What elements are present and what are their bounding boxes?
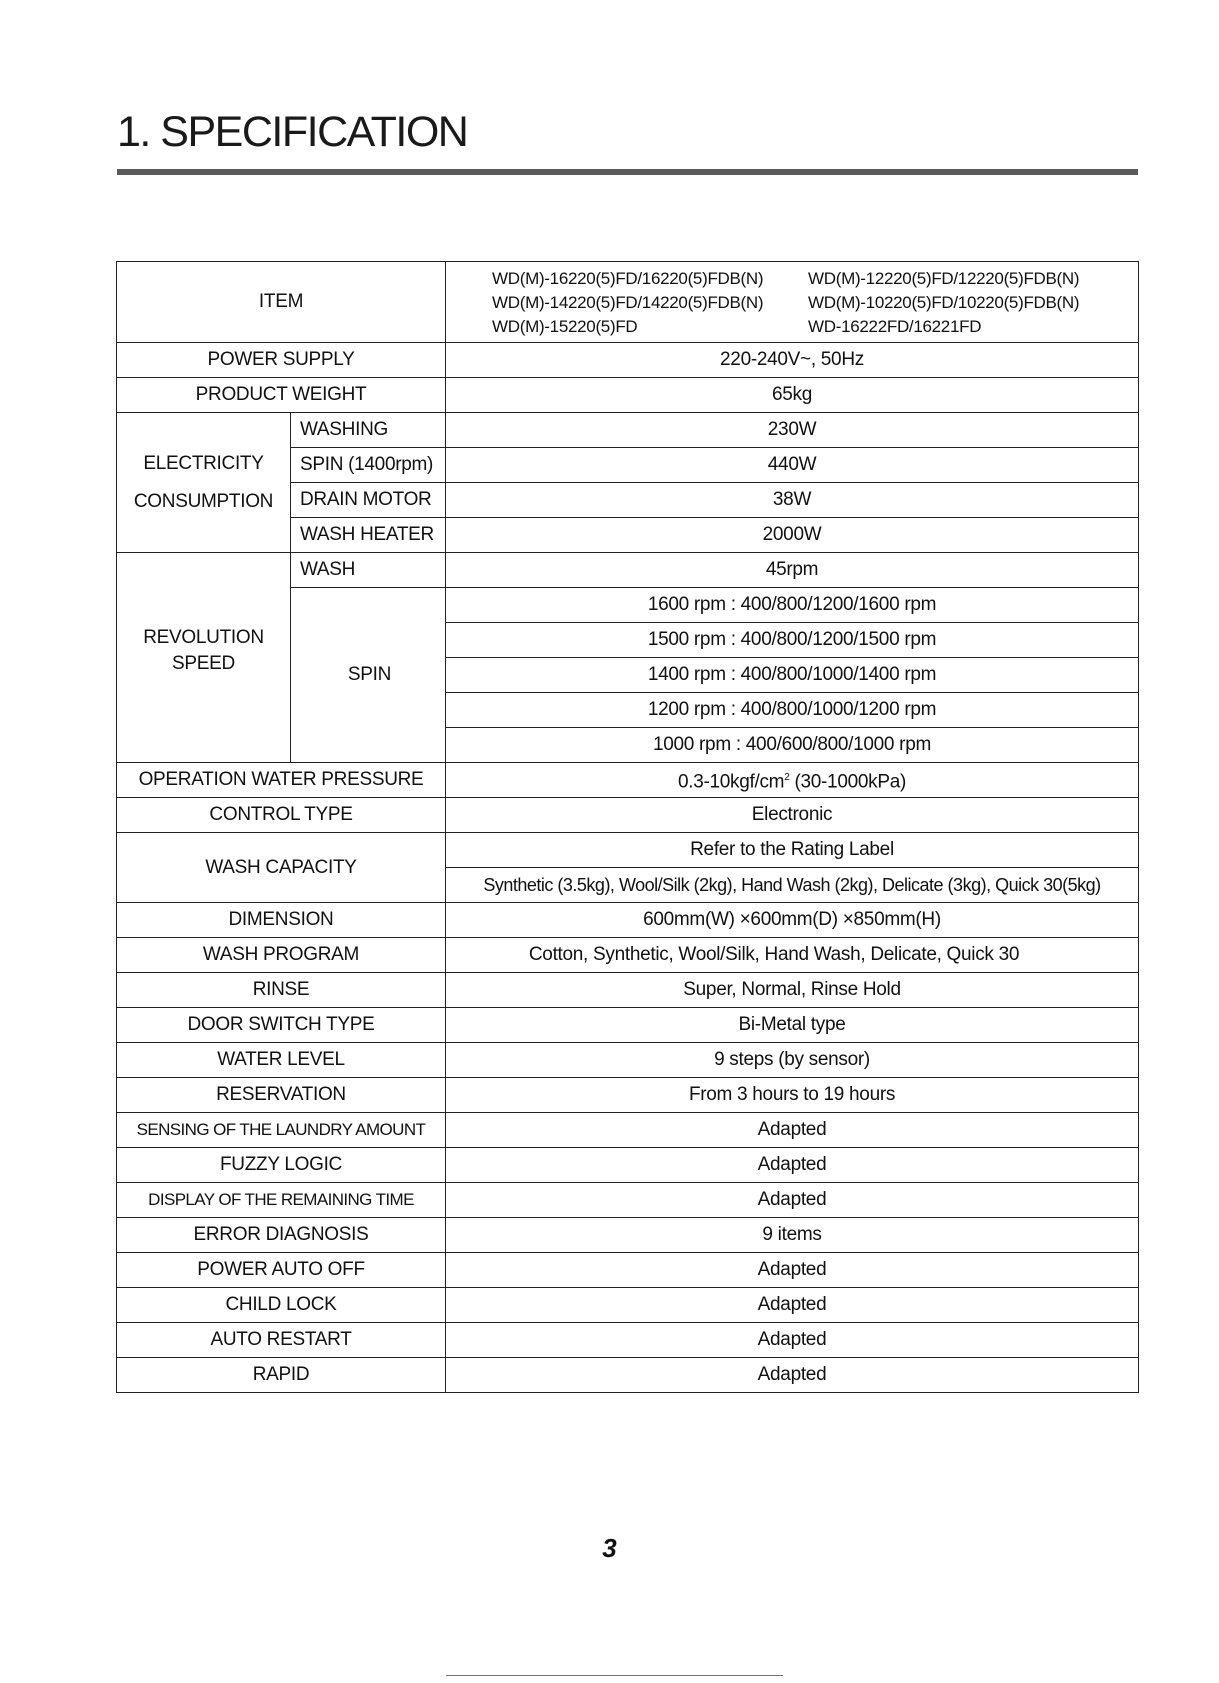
row-value: 9 items — [446, 1218, 1139, 1253]
table-row — [117, 973, 1139, 1008]
electricity-group-label — [117, 413, 291, 553]
table-row — [117, 1043, 1139, 1078]
row-label: RAPID — [117, 1358, 446, 1393]
row-label: AUTO RESTART — [117, 1323, 446, 1358]
model-name: WD(M)-12220(5)FD/12220(5)FDB(N) — [808, 268, 1080, 288]
model-name: WD(M)-16220(5)FD/16220(5)FDB(N) — [492, 268, 764, 288]
row-sublabel: SPIN (1400rpm) — [291, 448, 446, 483]
model-name: WD(M)-14220(5)FD/14220(5)FDB(N) — [492, 292, 764, 312]
table-row — [117, 378, 1139, 413]
table-row — [117, 1288, 1139, 1323]
row-sublabel: WASH — [291, 553, 446, 588]
table-row — [117, 1113, 1139, 1148]
row-value: 2000W — [446, 518, 1139, 553]
row-label: SENSING OF THE LAUNDRY AMOUNT — [117, 1113, 446, 1148]
table-row — [117, 763, 1139, 798]
table-row — [117, 413, 1139, 448]
row-value: 1500 rpm : 400/800/1200/1500 rpm — [446, 623, 1139, 658]
row-label: PRODUCT WEIGHT — [117, 378, 446, 413]
row-value: Refer to the Rating Label — [446, 833, 1139, 868]
table-row — [117, 1183, 1139, 1218]
row-sublabel: DRAIN MOTOR — [291, 483, 446, 518]
row-value: Adapted — [446, 1183, 1139, 1218]
row-value: 1400 rpm : 400/800/1000/1400 rpm — [446, 658, 1139, 693]
row-label: DISPLAY OF THE REMAINING TIME — [117, 1183, 446, 1218]
row-value: 65kg — [446, 378, 1139, 413]
row-value: Synthetic (3.5kg), Wool/Silk (2kg), Hand Wash (2kg), Delicate (3kg), Quick 30(5kg) — [446, 868, 1139, 903]
row-label: CONTROL TYPE — [117, 798, 446, 833]
model-name: WD(M)-10220(5)FD/10220(5)FDB(N) — [808, 292, 1080, 312]
row-sublabel: SPIN — [291, 588, 446, 763]
table-row — [117, 1218, 1139, 1253]
row-label: RESERVATION — [117, 1078, 446, 1113]
model-name: WD-16222FD/16221FD — [808, 316, 982, 336]
table-row — [117, 903, 1139, 938]
row-value: 220-240V~, 50Hz — [446, 343, 1139, 378]
item-header: ITEM — [117, 262, 446, 343]
row-label: OPERATION WATER PRESSURE — [117, 763, 446, 798]
row-value: Cotton, Synthetic, Wool/Silk, Hand Wash, Delicate, Quick 30 — [446, 938, 1139, 973]
row-value: Bi-Metal type — [446, 1008, 1139, 1043]
specification-table — [116, 261, 1139, 1393]
row-value: 1600 rpm : 400/800/1200/1600 rpm — [446, 588, 1139, 623]
row-label: DOOR SWITCH TYPE — [117, 1008, 446, 1043]
row-value: Adapted — [446, 1358, 1139, 1393]
table-row — [117, 1148, 1139, 1183]
table-header-row — [117, 262, 1139, 343]
row-value: Super, Normal, Rinse Hold — [446, 973, 1139, 1008]
row-value: 600mm(W) ×600mm(D) ×850mm(H) — [446, 903, 1139, 938]
group-label-line: SPEED — [172, 652, 235, 674]
footer-link-line — [446, 1675, 783, 1676]
row-value: Adapted — [446, 1253, 1139, 1288]
revolution-group-label — [117, 553, 291, 763]
table-row — [117, 1323, 1139, 1358]
models-header — [446, 262, 1139, 343]
row-label: WASH PROGRAM — [117, 938, 446, 973]
row-label: POWER SUPPLY — [117, 343, 446, 378]
row-value: Adapted — [446, 1148, 1139, 1183]
row-label: FUZZY LOGIC — [117, 1148, 446, 1183]
model-list — [492, 267, 1134, 338]
title-divider — [117, 169, 1138, 175]
row-value: 1000 rpm : 400/600/800/1000 rpm — [446, 728, 1139, 763]
table-row — [117, 1358, 1139, 1393]
group-label-line: CONSUMPTION — [133, 490, 274, 512]
row-value: Electronic — [446, 798, 1139, 833]
row-value: Adapted — [446, 1113, 1139, 1148]
row-value: 38W — [446, 483, 1139, 518]
row-label: POWER AUTO OFF — [117, 1253, 446, 1288]
row-sublabel: WASHING — [291, 413, 446, 448]
group-label-line: ELECTRICITY — [143, 452, 264, 474]
row-label: DIMENSION — [117, 903, 446, 938]
row-value: $0.3-10kgf/cm^2$ (30-1000kPa) — [446, 763, 1139, 798]
row-value: 440W — [446, 448, 1139, 483]
row-label: RINSE — [117, 973, 446, 1008]
page-number: 3 — [602, 1533, 617, 1563]
row-value: From 3 hours to 19 hours — [446, 1078, 1139, 1113]
row-value: Adapted — [446, 1323, 1139, 1358]
table-row — [117, 553, 1139, 588]
row-label: WATER LEVEL — [117, 1043, 446, 1078]
row-label: WASH CAPACITY — [117, 833, 446, 903]
table-row — [117, 1008, 1139, 1043]
table-row — [117, 938, 1139, 973]
row-value: 230W — [446, 413, 1139, 448]
page-title: 1. SPECIFICATION — [117, 108, 468, 156]
row-value: 9 steps (by sensor) — [446, 1043, 1139, 1078]
table-row — [117, 833, 1139, 868]
row-sublabel: WASH HEATER — [291, 518, 446, 553]
row-value: 45rpm — [446, 553, 1139, 588]
row-value: Adapted — [446, 1288, 1139, 1323]
model-name: WD(M)-15220(5)FD — [492, 316, 638, 336]
table-row — [117, 798, 1139, 833]
table-row — [117, 1078, 1139, 1113]
group-label-line: REVOLUTION — [143, 626, 264, 648]
table-row — [117, 343, 1139, 378]
row-value: 1200 rpm : 400/800/1000/1200 rpm — [446, 693, 1139, 728]
row-label: CHILD LOCK — [117, 1288, 446, 1323]
row-label: ERROR DIAGNOSIS — [117, 1218, 446, 1253]
table-row — [117, 1253, 1139, 1288]
